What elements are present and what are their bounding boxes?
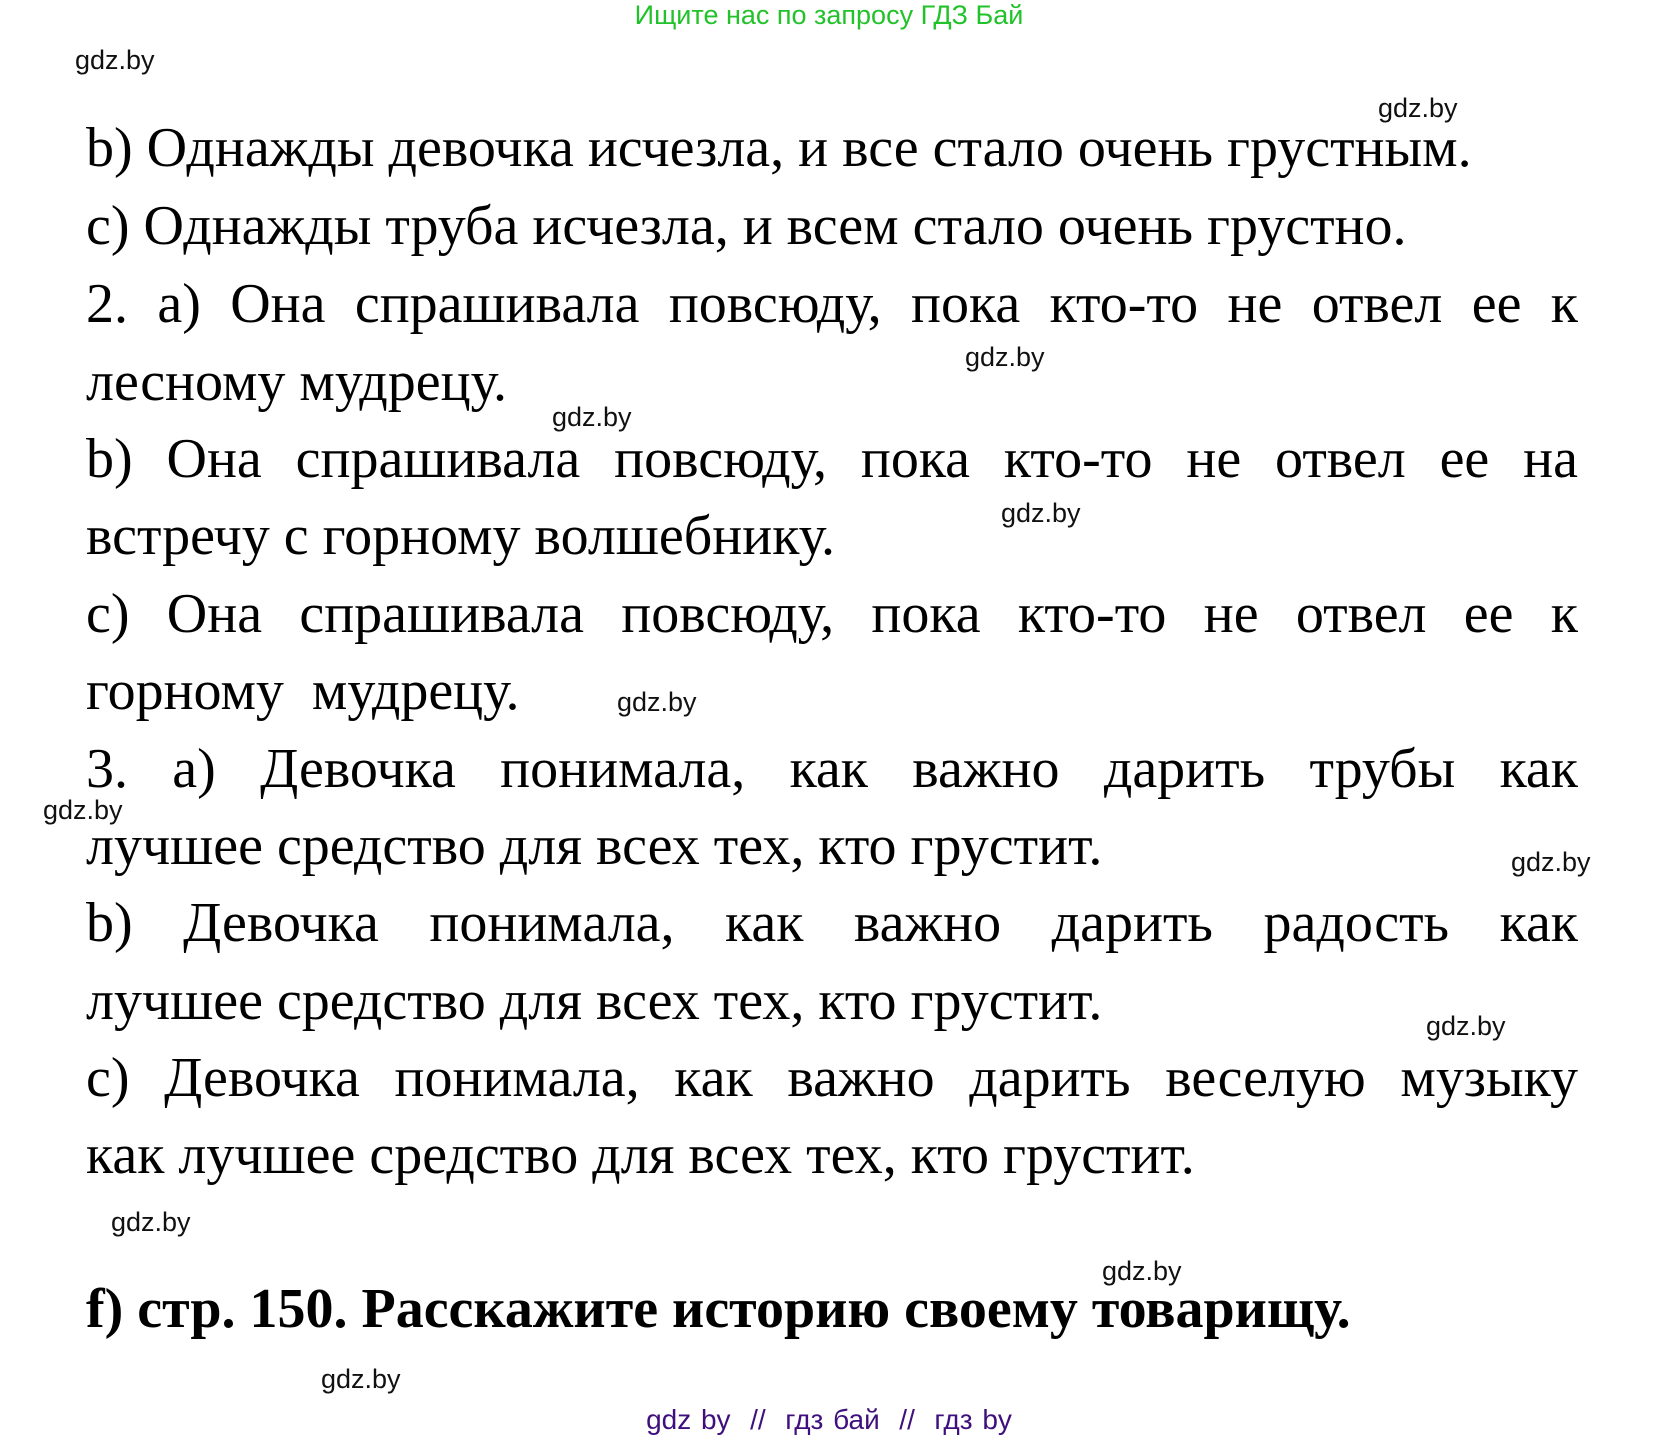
watermark: gdz.by: [43, 795, 123, 825]
task-heading: f) стр. 150. Расскажите историю своему товарищу.: [86, 1278, 1351, 1340]
watermark: gdz.by: [965, 342, 1045, 372]
watermark: gdz.by: [75, 45, 155, 75]
answer-line: 3. a) Девочка понимала, как важно дарить трубы как: [86, 738, 1578, 800]
answer-line: c) Она спрашивала повсюду, пока кто-то не отвел ее к: [86, 583, 1578, 645]
search-hint-banner: Ищите нас по запросу ГДЗ Бай: [634, 0, 1024, 30]
answer-line: лучшее средство для всех тех, кто грустит.: [86, 815, 1103, 877]
watermark: gdz.by: [111, 1207, 191, 1237]
answer-line: b) Она спрашивала повсюду, пока кто-то не отвел ее на: [86, 428, 1578, 490]
watermark: gdz.by: [617, 687, 697, 717]
answer-line: 2. a) Она спрашивала повсюду, пока кто-то не отвел ее к: [86, 273, 1578, 335]
watermark: gdz.by: [1102, 1256, 1182, 1286]
watermark: gdz.by: [321, 1364, 401, 1394]
watermark: gdz.by: [1426, 1011, 1506, 1041]
watermark: gdz.by: [1001, 498, 1081, 528]
answer-line: c) Однажды труба исчезла, и всем стало очень грустно.: [86, 195, 1407, 257]
answer-line: b) Девочка понимала, как важно дарить радость как: [86, 892, 1578, 954]
answer-line: как лучшее средство для всех тех, кто грустит.: [86, 1124, 1195, 1186]
answer-line: встречу с горному волшебнику.: [86, 505, 835, 567]
answer-line: b) Однажды девочка исчезла, и все стало очень грустным.: [86, 117, 1472, 179]
answer-line: горному мудрецу.: [86, 660, 520, 722]
answer-line: c) Девочка понимала, как важно дарить веселую музыку: [86, 1047, 1578, 1109]
footer-links[interactable]: gdz by // гдз бай // гдз by: [646, 1404, 1012, 1435]
watermark: gdz.by: [552, 402, 632, 432]
answer-line: лесному мудрецу.: [86, 351, 508, 413]
watermark: gdz.by: [1511, 847, 1591, 877]
answer-line: лучшее средство для всех тех, кто грустит.: [86, 970, 1103, 1032]
watermark: gdz.by: [1378, 93, 1458, 123]
